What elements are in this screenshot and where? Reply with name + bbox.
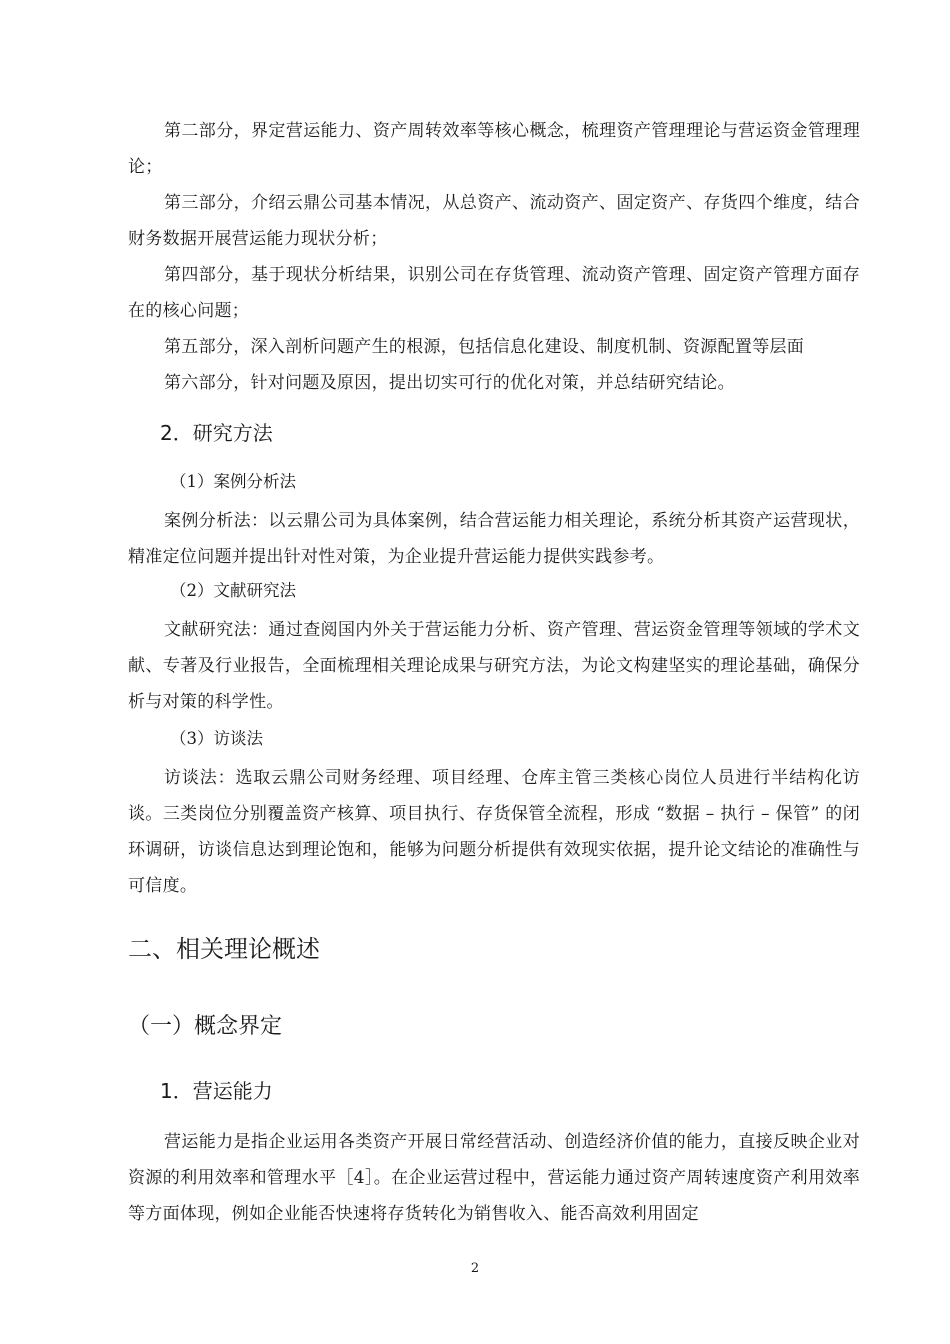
paragraph-part-two: 第二部分，界定营运能力、资产周转效率等核心概念，梳理资产管理理论与营运资金管理理论； <box>128 121 860 177</box>
operating-ability-heading: 1．营运能力 <box>160 1079 273 1103</box>
chapter-heading: 二、相关理论概述 <box>128 935 320 963</box>
literature-research-text: 文献研究法：通过查阅国内外关于营运能力分析、资产管理、营运资金管理等领域的学术文献、专著及行业报告，全面梳理相关理论成果与研究方法，为论文构建坚实的理论基础，确保分析与对策的科学性。 <box>128 620 860 712</box>
paragraph-part-four: 第四部分，基于现状分析结果，识别公司在存货管理、流动资产管理、固定资产管理方面存在的核心问题； <box>128 265 860 321</box>
interview-text: 访谈法：选取云鼎公司财务经理、项目经理、仓库主管三类核心岗位人员进行半结构化访谈。三类岗位分别覆盖资产核算、项目执行、存货保管全流程，形成 “数据 – 执行 – 保管” 的闭环调研，访谈信息达到理论饱和，能够为问题分析提供有效现实依据，提升论文结论的准确性与可信度。 <box>128 768 860 896</box>
paragraph-part-three: 第三部分，介绍云鼎公司基本情况，从总资产、流动资产、固定资产、存货四个维度，结合财务数据开展营运能力现状分析； <box>128 193 860 249</box>
page-number: 2 <box>470 1261 480 1276</box>
operating-ability-text: 营运能力是指企业运用各类资产开展日常经营活动、创造经济价值的能力，直接反映企业对资源的利用效率和管理水平［4］。在企业运营过程中，营运能力通过资产周转速度资产利用效率等方面体现，例如企业能否快速将存货转化为销售收入、能否高效利用固定 <box>128 1132 860 1224</box>
section-heading: （一）概念界定 <box>128 1014 283 1039</box>
case-analysis-text: 案例分析法：以云鼎公司为具体案例，结合营运能力相关理论，系统分析其资产运营现状，精准定位问题并提出针对性对策，为企业提升营运能力提供实践参考。 <box>128 511 860 567</box>
interview-title: （3）访谈法 <box>170 729 263 748</box>
case-analysis-title: （1）案例分析法 <box>170 472 296 491</box>
paragraph-part-six: 第六部分，针对问题及原因，提出切实可行的优化对策，并总结研究结论。 <box>164 373 735 393</box>
paragraph-part-five: 第五部分，深入剖析问题产生的根源，包括信息化建设、制度机制、资源配置等层面 <box>164 337 805 357</box>
research-methods-heading: 2．研究方法 <box>160 421 273 445</box>
literature-research-title: （2）文献研究法 <box>170 581 296 600</box>
